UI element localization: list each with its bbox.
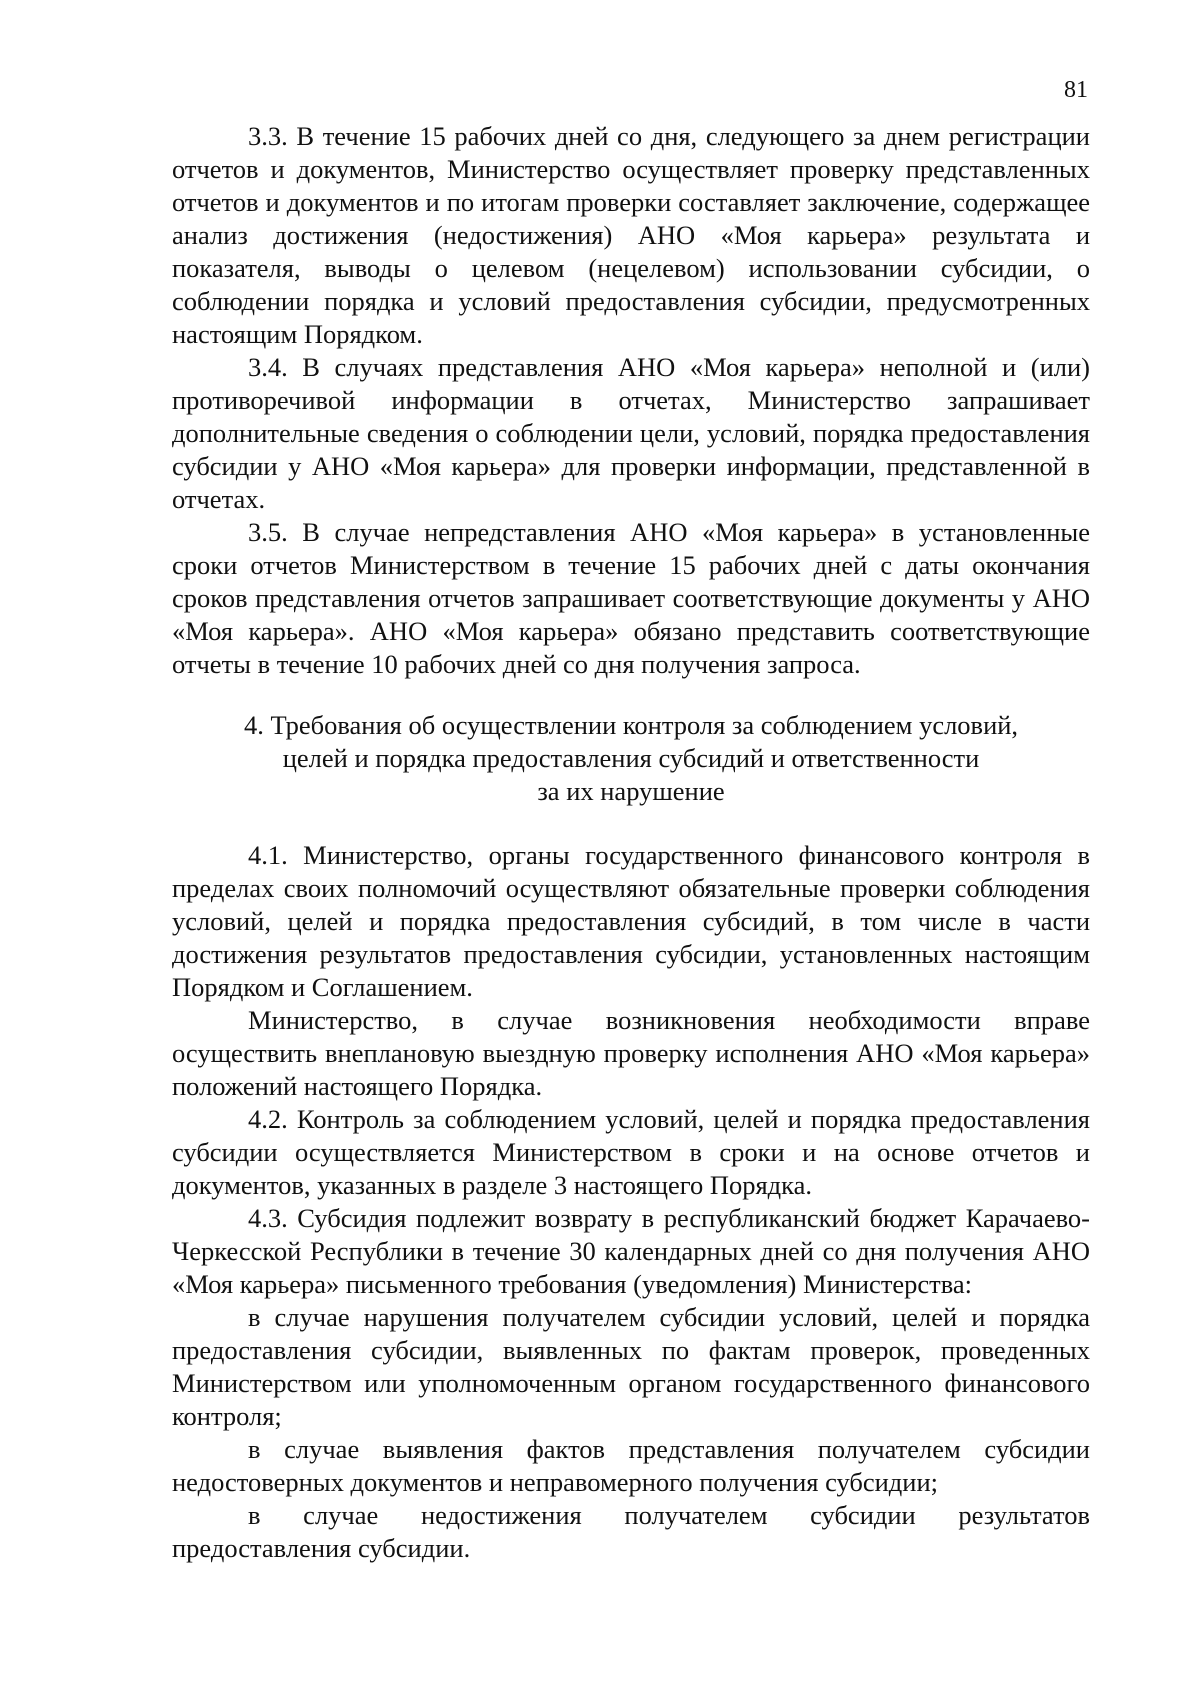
- section-4-heading-line-3: за их нарушение: [537, 776, 725, 806]
- paragraph-4-3: 4.3. Субсидия подлежит возврату в республиканский бюджет Карачаево-Черкесской Республики в течение 30 календарных дней со дня получения АНО «Моя карьера» письменного требования (уведомления) Министерства:: [172, 1203, 1090, 1299]
- paragraph-4-1: 4.1. Министерство, органы государственного финансового контроля в пределах своих полномочий осуществляют обязательные проверки соблюдения условий, целей и порядка предоставления субсидий, в том числе в части достижения результатов предоставления субсидии, установленных настоящим Порядком и Соглашением.: [172, 840, 1090, 1002]
- paragraph-3-4: 3.4. В случаях представления АНО «Моя карьера» неполной и (или) противоречивой информации в отчетах, Министерство запрашивает дополнительные сведения о соблюдении цели, условий, порядка предоставления субсидии у АНО «Моя карьера» для проверки информации, представленной в отчетах.: [172, 352, 1090, 514]
- section-4-heading-line-2: целей и порядка предоставления субсидий и ответственности: [282, 743, 980, 773]
- paragraph-3-3: 3.3. В течение 15 рабочих дней со дня, следующего за днем регистрации отчетов и документов, Министерство осуществляет проверку представленных отчетов и документов и по итогам проверки составляет заключение, содержащее анализ достижения (недостижения) АНО «Моя карьера» результата и показателя, выводы о целевом (нецелевом) использовании субсидии, о соблюдении порядка и условий предоставления субсидии, предусмотренных настоящим Порядком.: [172, 121, 1090, 349]
- paragraph-3-5: 3.5. В случае непредставления АНО «Моя карьера» в установленные сроки отчетов Министерством в течение 15 рабочих дней с даты окончания сроков представления отчетов запрашивает соответствующие документы у АНО «Моя карьера». АНО «Моя карьера» обязано представить соответствующие отчеты в течение 10 рабочих дней со дня получения запроса.: [172, 517, 1090, 679]
- paragraph-4-1-continued: Министерство, в случае возникновения необходимости вправе осуществить внеплановую выездную проверку исполнения АНО «Моя карьера» положений настоящего Порядка.: [172, 1005, 1090, 1101]
- paragraph-4-2: 4.2. Контроль за соблюдением условий, целей и порядка предоставления субсидии осуществляется Министерством в сроки и на основе отчетов и документов, указанных в разделе 3 настоящего Порядка.: [172, 1104, 1090, 1200]
- document-body: [172, 120, 1090, 1565]
- paragraph-4-3-item-b: в случае выявления фактов представления получателем субсидии недостоверных документов и неправомерного получения субсидии;: [172, 1434, 1090, 1497]
- paragraph-4-3-item-c: в случае недостижения получателем субсидии результатов предоставления субсидии.: [172, 1500, 1090, 1563]
- section-4-heading: [172, 709, 1090, 808]
- paragraph-4-3-item-a: в случае нарушения получателем субсидии условий, целей и порядка предоставления субсидии, выявленных по фактам проверок, проведенных Министерством или уполномоченным органом государственного финансового контроля;: [172, 1302, 1090, 1431]
- section-4-heading-line-1: 4. Требования об осуществлении контроля за соблюдением условий,: [243, 710, 1019, 740]
- page-number: 81: [1064, 77, 1088, 103]
